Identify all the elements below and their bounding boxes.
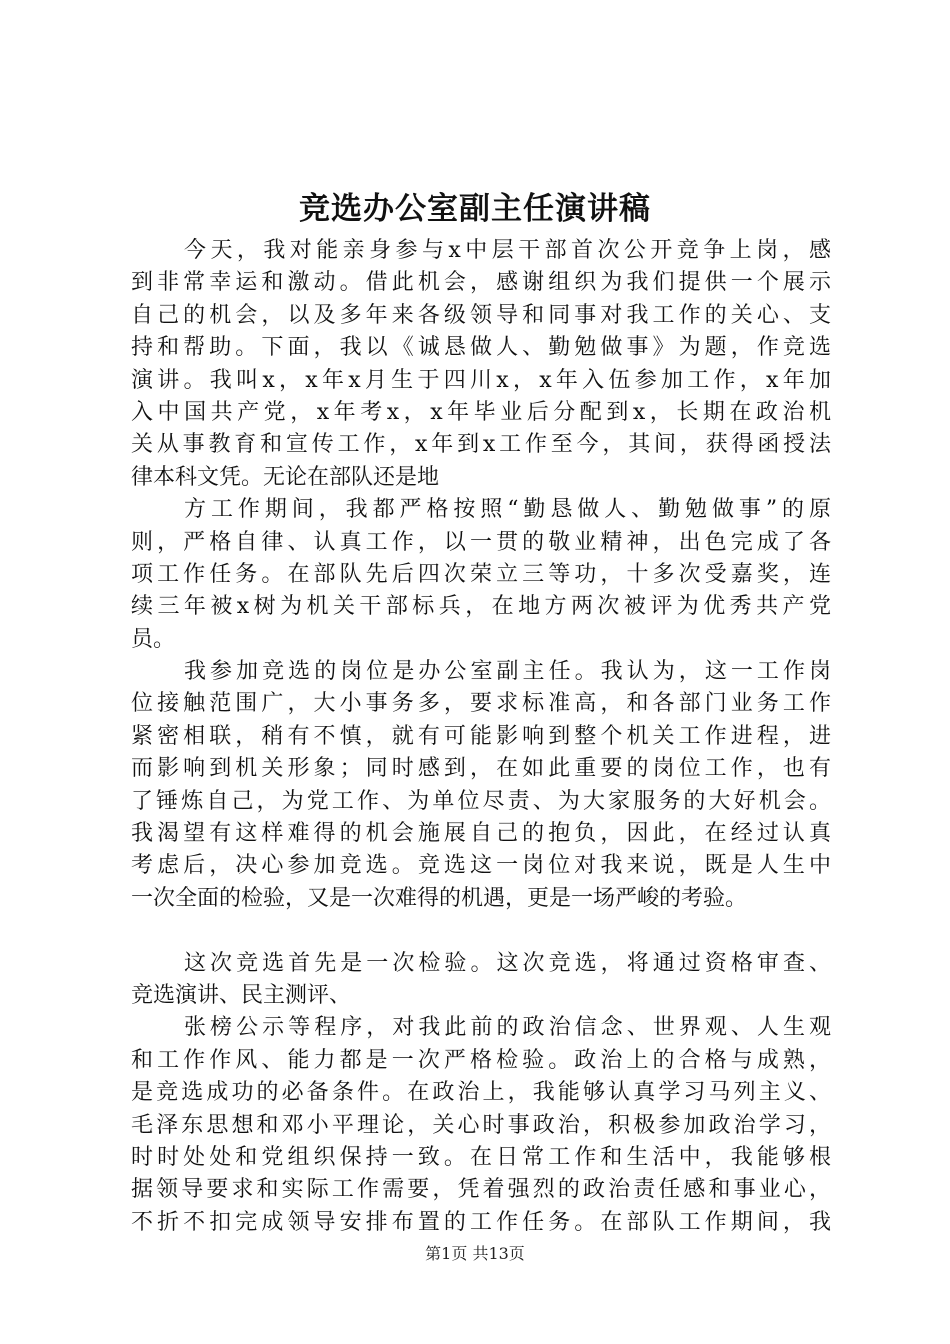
text-line: 项工作任务。在部队先后四次荣立三等功，十多次受嘉奖，连 <box>131 561 831 587</box>
text-line: 我参加竞选的岗位是办公室副主任。我认为，这一工作岗 <box>184 659 831 685</box>
text-line: 而影响到机关形象；同时感到，在如此重要的岗位工作，也有 <box>131 756 831 782</box>
text-line: 演讲。我叫x，x年x月生于四川x，x年入伍参加工作，x年加 <box>131 367 831 393</box>
text-line: 是竞选成功的必备条件。在政治上，我能够认真学习马列主义、 <box>131 1080 831 1106</box>
paragraph <box>131 1012 831 1239</box>
text-line: 律本科文凭。无论在部队还是地 <box>131 464 440 490</box>
text-line: 紧密相联，稍有不慎，就有可能影响到整个机关工作进程，进 <box>131 723 831 749</box>
text-line: 不折不扣完成领导安排布置的工作任务。在部队工作期间，我 <box>131 1209 831 1235</box>
paragraph-spacer <box>131 915 831 947</box>
text-line: 这次竞选首先是一次检验。这次竞选，将通过资格审查、 <box>184 950 831 976</box>
text-line: 我渴望有这样难得的机会施展自己的抱负，因此，在经过认真 <box>131 821 831 847</box>
text-line: 则，严格自律、认真工作，以一贯的敬业精神，出色完成了各 <box>131 529 831 555</box>
text-line: 到非常幸运和激动。借此机会，感谢组织为我们提供一个展示 <box>131 270 831 296</box>
paragraph <box>131 656 831 915</box>
text-line: 续三年被x树为机关干部标兵，在地方两次被评为优秀共产党 <box>131 594 831 620</box>
paragraph <box>131 494 831 656</box>
text-line: 时时处处和党组织保持一致。在日常工作和生活中，我能够根 <box>131 1144 831 1170</box>
text-line: 方工作期间，我都严格按照“勤恳做人、勤勉做事”的原 <box>184 497 831 523</box>
text-line: 位接触范围广，大小事务多，要求标准高，和各部门业务工作 <box>131 691 831 717</box>
text-line: 自己的机会，以及多年来各级领导和同事对我工作的关心、支 <box>131 302 831 328</box>
text-line: 和工作作风、能力都是一次严格检验。政治上的合格与成熟， <box>131 1047 831 1073</box>
document-body <box>131 235 831 1239</box>
paragraph <box>131 235 831 494</box>
document-title: 竞选办公室副主任演讲稿 <box>299 191 651 227</box>
page-footer: 第1页 共13页 <box>425 1244 525 1263</box>
text-line: 员。 <box>131 626 176 652</box>
text-line: 竞选演讲、民主测评、 <box>131 982 352 1008</box>
text-line: 张榜公示等程序，对我此前的政治信念、世界观、人生观 <box>184 1015 831 1041</box>
text-line: 今天，我对能亲身参与x中层干部首次公开竞争上岗，感 <box>184 238 831 263</box>
text-line: 持和帮助。下面，我以《诚恳做人、勤勉做事》为题，作竞选 <box>131 335 831 361</box>
text-line: 据领导要求和实际工作需要，凭着强烈的政治责任感和事业心， <box>131 1177 831 1203</box>
text-line: 考虑后，决心参加竞选。竞选这一岗位对我来说，既是人生中 <box>131 853 831 879</box>
text-line: 入中国共产党，x年考x，x年毕业后分配到x，长期在政治机 <box>131 399 831 425</box>
text-line: 毛泽东思想和邓小平理论，关心时事政治，积极参加政治学习， <box>131 1112 831 1138</box>
paragraph <box>131 948 831 1013</box>
text-line: 一次全面的检验，又是一次难得的机遇，更是一场严峻的考验。 <box>131 885 748 911</box>
text-line: 了锤炼自己，为党工作、为单位尽责、为大家服务的大好机会。 <box>131 788 831 814</box>
text-line: 关从事教育和宣传工作，x年到x工作至今，其间，获得函授法 <box>131 432 831 458</box>
